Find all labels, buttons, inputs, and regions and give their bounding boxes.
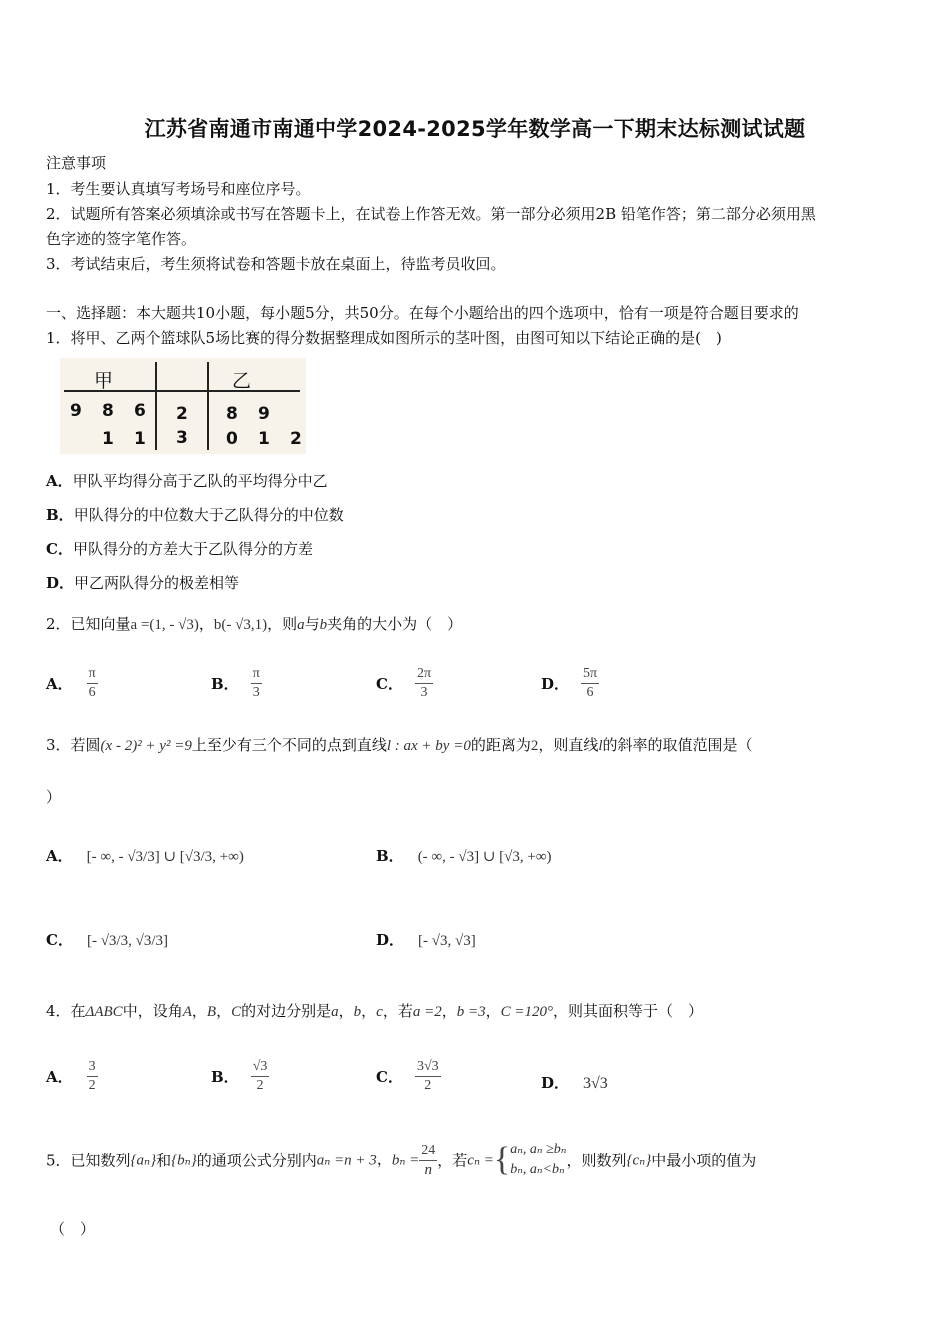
text: 中，设角: [122, 1002, 183, 1020]
option-label: B．: [376, 847, 404, 865]
text: 5．已知数列: [46, 1151, 131, 1170]
option-math: 3√3: [583, 1075, 608, 1092]
denominator: 2: [88, 1078, 96, 1093]
numerator: 5π: [581, 665, 599, 684]
option-label: A．: [46, 847, 73, 865]
text: ，: [198, 615, 214, 633]
vector-b: b: [319, 617, 328, 633]
option-label: C．: [376, 675, 403, 693]
formula-a: aₙ =n + 3: [316, 1152, 377, 1169]
question-3-stem: [46, 734, 753, 755]
text: ，则: [267, 615, 298, 633]
side-c: c: [376, 1004, 383, 1020]
leaf: 9: [258, 404, 270, 424]
option-c[interactable]: [376, 1058, 441, 1095]
option-label: D．: [376, 931, 405, 949]
text: 与: [304, 615, 320, 633]
option-a[interactable]: [46, 845, 244, 866]
stem-leaf-plot: [60, 358, 306, 454]
text: 的通项公式分别内: [196, 1151, 317, 1170]
vector-a: a: [297, 617, 305, 633]
condition: a =2: [412, 1004, 442, 1020]
side-a: a: [331, 1004, 339, 1020]
text: 夹角的大小为（ ）: [327, 615, 463, 633]
leaf: 1: [258, 429, 270, 449]
notice-heading: 注意事项: [46, 154, 107, 172]
denominator: 3: [420, 685, 428, 700]
denominator: 2: [424, 1078, 432, 1093]
leaf: 0: [226, 429, 238, 449]
section-heading: 一、选择题：本大题共10小题，每小题5分，共50分。在每个小题给出的四个选项中，恰有一项是符合题目要求的: [46, 304, 799, 322]
leaf: 9: [70, 401, 82, 421]
denominator: 2: [256, 1078, 264, 1093]
option-d[interactable]: [541, 1072, 608, 1093]
case-1: aₙ, aₙ ≥bₙ: [510, 1142, 567, 1157]
option-text: 甲队平均得分高于乙队的平均得分中乙: [72, 472, 328, 490]
text: ，若: [382, 1002, 413, 1020]
text: 3．若圆: [46, 736, 101, 754]
option-math: [- √3/3, √3/3]: [86, 933, 168, 949]
vector-b-def: b(- √3,1): [213, 617, 268, 633]
text: 上至少有三个不同的点到直线: [191, 736, 387, 754]
notice-item: 2．试题所有答案必须填涂或书写在答题卡上，在试卷上作答无效。第一部分必须用2B 铅笔作答；第二部分必须用黑: [46, 205, 816, 223]
option-b[interactable]: [211, 1058, 269, 1095]
sequence-c-lhs: cₙ =: [467, 1152, 494, 1169]
header-team-a: 甲: [94, 370, 114, 392]
numerator: π: [251, 665, 262, 684]
text: 的距离为: [470, 736, 531, 754]
text: 2．已知向量: [46, 615, 131, 633]
text: 和: [156, 1151, 172, 1170]
leaf: 8: [102, 401, 114, 421]
question-5-tail: （ ）: [50, 1220, 96, 1238]
option-text: 甲队得分的方差大于乙队得分的方差: [72, 540, 313, 558]
option-a[interactable]: [46, 665, 98, 702]
option-label: D．: [46, 574, 75, 592]
numerator: 3√3: [415, 1058, 441, 1077]
option-label: B．: [46, 506, 74, 524]
option-math: [- √3, √3]: [418, 933, 476, 949]
stem-value: 3: [176, 428, 188, 448]
option-c[interactable]: [376, 665, 433, 702]
option-label: A．: [46, 1068, 73, 1086]
text: 的对边分别是: [241, 1002, 332, 1020]
angle-b: B: [206, 1004, 217, 1020]
line-name: l: [598, 738, 603, 754]
option-math: (- ∞, - √3] ∪ [√3, +∞): [417, 849, 552, 865]
option-a[interactable]: [46, 470, 328, 491]
angle-a: A: [182, 1004, 192, 1020]
question-2-stem: [46, 613, 462, 634]
option-b[interactable]: [211, 665, 262, 702]
option-label: A．: [46, 472, 73, 490]
text: 4．在: [46, 1002, 86, 1020]
option-b[interactable]: [376, 845, 552, 866]
option-label: B．: [211, 1068, 239, 1086]
leaf: 1: [102, 429, 114, 449]
numerator: √3: [251, 1058, 270, 1077]
sequence-b: {bₙ}: [171, 1152, 197, 1169]
option-a[interactable]: [46, 1058, 98, 1095]
notice-item: 3．考试结束后，考生须将试卷和答题卡放在桌面上，待监考员收回。: [46, 255, 506, 273]
option-b[interactable]: [46, 504, 344, 525]
side-b: b: [353, 1004, 362, 1020]
text: ，则其面积等于（ ）: [553, 1002, 704, 1020]
page-title: 江苏省南通市南通中学2024-2025学年数学高一下期末达标测试试题: [144, 117, 806, 141]
header-team-b: 乙: [232, 370, 252, 392]
vector-a-def: a =(1, - √3): [130, 617, 199, 633]
option-label: D．: [541, 1074, 570, 1092]
numerator: 24: [419, 1142, 437, 1161]
case-2: bₙ, aₙ<bₙ: [510, 1162, 565, 1177]
question-1-stem: 1．将甲、乙两个篮球队5场比赛的得分数据整理成如图所示的茎叶图，由图可知以下结论正确的是( ): [46, 329, 722, 347]
formula-b-lhs: bₙ =: [391, 1152, 420, 1169]
angle-c: C: [231, 1004, 242, 1020]
question-4-stem: 4．在ΔABC中，设角A，B，C的对边分别是a，b，c，若a =2，b =3，C =120°，则其面积等于（ ）: [46, 1002, 704, 1020]
option-text: 甲乙两队得分的极差相等: [74, 574, 240, 592]
leaf: 2: [290, 429, 302, 449]
numerator: 2π: [415, 665, 433, 684]
question-5-stem: 5．已知数列{aₙ}和{bₙ}的通项公式分别内aₙ =n + 3，bₙ = $\frac{24}{n}$ ，若cₙ = { aₙ, aₙ ≥bₙ bₙ, aₙ<bₙ ，则数列{cₙ}中最小项的值为: [46, 1141, 757, 1178]
text: ，则直线: [538, 736, 599, 754]
leaf: 1: [134, 429, 146, 449]
denominator: 3: [252, 685, 260, 700]
option-label: C．: [376, 1068, 403, 1086]
numerator: π: [87, 665, 98, 684]
numerator: 3: [87, 1058, 98, 1077]
text: 的斜率的取值范围是（: [602, 736, 753, 754]
option-d[interactable]: [376, 929, 476, 950]
question-3-tail: ）: [46, 788, 62, 806]
option-label: D．: [541, 675, 570, 693]
option-label: A．: [46, 675, 73, 693]
option-d[interactable]: [46, 572, 239, 593]
option-text: 甲队得分的中位数大于乙队得分的中位数: [73, 506, 344, 524]
option-d[interactable]: [541, 665, 599, 702]
text: 中最小项的值为: [651, 1151, 757, 1170]
denominator: n: [424, 1161, 433, 1178]
condition: b =3: [456, 1004, 486, 1020]
leaf: 8: [226, 404, 238, 424]
notice-item: 色字迹的签字笔作答。: [46, 230, 197, 248]
option-c[interactable]: [46, 538, 313, 559]
denominator: 6: [586, 685, 594, 700]
notice-item: 1．考生要认真填写考场号和座位序号。: [46, 180, 311, 198]
sequence-c: {cₙ}: [626, 1152, 652, 1169]
option-label: B．: [211, 675, 239, 693]
text: ，则数列: [566, 1151, 627, 1170]
option-label: C．: [46, 540, 73, 558]
denominator: 6: [88, 685, 96, 700]
circle-equation: (x - 2)² + y² =9: [100, 738, 192, 754]
line-equation: l : ax + by =0: [386, 738, 471, 754]
distance-value: 2: [530, 738, 539, 754]
text: ，若: [437, 1151, 468, 1170]
option-c[interactable]: [46, 929, 168, 950]
stem-value: 2: [176, 404, 188, 424]
option-math: [- ∞, - √3/3] ∪ [√3/3, +∞): [86, 849, 244, 865]
condition: C =120°: [500, 1004, 553, 1020]
option-label: C．: [46, 931, 73, 949]
triangle: ΔABC: [85, 1004, 123, 1020]
leaf: 6: [134, 401, 146, 421]
sequence-a: {aₙ}: [130, 1152, 157, 1169]
